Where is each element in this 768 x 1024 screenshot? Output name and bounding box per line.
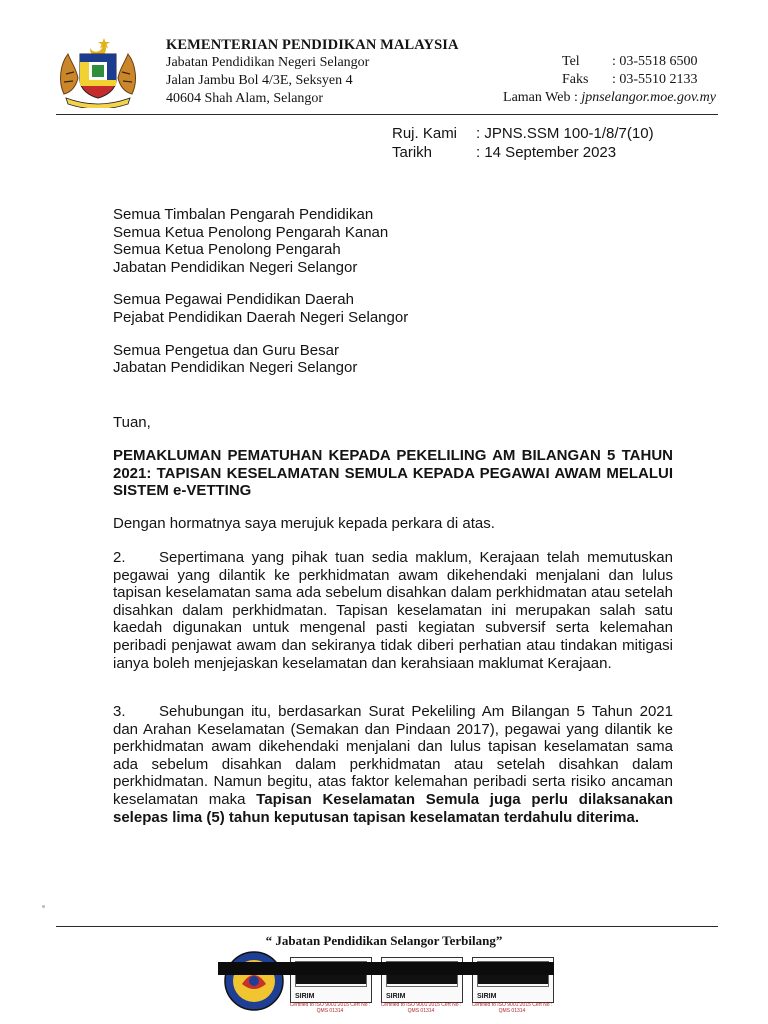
footer-motto: “ Jabatan Pendidikan Selangor Terbilang” bbox=[265, 933, 503, 948]
footer-divider bbox=[56, 926, 718, 927]
reference-number: : JPNS.SSM 100-1/8/7(10) bbox=[476, 125, 654, 142]
reference-block bbox=[392, 124, 654, 162]
paragraph-1: Dengan hormatnya saya merujuk kepada perkara di atas. bbox=[113, 515, 495, 532]
recipient-line: Semua Pegawai Pendidikan Daerah bbox=[113, 291, 354, 309]
recipients-block bbox=[113, 206, 673, 392]
recipient-line: Semua Ketua Penolong Pengarah bbox=[113, 241, 341, 259]
cert-name: SIRIM bbox=[386, 993, 406, 1000]
recipient-line: Pejabat Pendidikan Daerah Negeri Selangor bbox=[113, 308, 409, 326]
paragraph-emphasis: Tapisan Keselamatan Semula juga perlu dilaksanakan selepas lima (5) tahun keputusan tapisan keselamatan terdahulu diterima bbox=[113, 790, 673, 826]
web-value: jpnselangor.moe.gov.my bbox=[581, 90, 716, 105]
web-label: Laman Web : bbox=[503, 90, 578, 105]
cert-caption: Certified to ISO 9001:2015 Cert No : QMS 01314 bbox=[289, 1002, 371, 1014]
paragraph-2 bbox=[113, 549, 673, 672]
recipient-line: Jabatan Pendidikan Negeri Selangor bbox=[113, 258, 358, 276]
cert-name: SIRIM bbox=[295, 993, 315, 1000]
recipient-line: Semua Timbalan Pengarah Pendidikan bbox=[113, 206, 374, 223]
salutation: Tuan, bbox=[113, 414, 151, 431]
address-line-1: Jalan Jambu Bol 4/3E, Seksyen 4 bbox=[166, 73, 353, 88]
paragraph-text: Sehubungan itu, berdasarkan Surat Pekeliling Am Bilangan 5 Tahun 2021 dan Arahan Keselamatan (Semakan dan Pindaan 2017), pegawai yang dilantik ke perkhidmatan awam dikehendaki menjalani dan lulus tapisan keselamatan sama ada sebelum disahkan dalam perkhidmatan atau setelah disahkan dalam perkhidmatan. Namun begitu, atas faktor kelemahan peribadi serta risiko ancaman keselamatan maka bbox=[113, 703, 673, 808]
date-label: Tarikh bbox=[392, 144, 433, 161]
scan-speck bbox=[42, 905, 45, 908]
cert-name: SIRIM bbox=[477, 993, 497, 1000]
paragraph-number: 2. bbox=[113, 549, 126, 566]
date-value: : 14 September 2023 bbox=[476, 144, 617, 161]
fax-label: Faks bbox=[562, 72, 589, 87]
paragraph-period: . bbox=[634, 808, 640, 826]
recipient-group bbox=[113, 342, 673, 377]
tel-value: : 03-5518 6500 bbox=[612, 54, 698, 69]
paragraph-number: 3. bbox=[113, 703, 126, 720]
recipient-group bbox=[113, 206, 673, 276]
recipient-line: Jabatan Pendidikan Negeri Selangor bbox=[113, 359, 358, 377]
recipient-line: Semua Pengetua dan Guru Besar bbox=[113, 341, 339, 359]
cert-caption: Certified to ISO 9001:2015 Cert No : QMS 01314 bbox=[380, 1002, 462, 1014]
department-name: Jabatan Pendidikan Negeri Selangor bbox=[166, 55, 370, 70]
fax-value: : 03-5510 2133 bbox=[612, 72, 698, 87]
address-line-2: 40604 Shah Alam, Selangor bbox=[166, 91, 324, 106]
cert-caption: Certified to ISO 9001:2015 Cert No : QMS 01314 bbox=[471, 1002, 553, 1014]
paragraph-3 bbox=[113, 703, 673, 826]
letter-subject: PEMAKLUMAN PEMATUHAN KEPADA PEKELILING AM BILANGAN 5 TAHUN 2021: TAPISAN KESELAMATAN SEMULA KEPADA PEGAWAI AWAM MELALUI SISTEM e-VETTING bbox=[113, 447, 673, 500]
reference-label: Ruj. Kami bbox=[392, 125, 458, 142]
tel-label: Tel bbox=[562, 54, 580, 69]
header-divider bbox=[56, 114, 718, 115]
jpn-selangor-seal-logo bbox=[222, 950, 286, 1012]
letterhead-contact bbox=[503, 53, 716, 107]
redaction-bar bbox=[218, 962, 554, 975]
ministry-name: KEMENTERIAN PENDIDIKAN MALAYSIA bbox=[166, 37, 459, 53]
paragraph-text: Sepertimana yang pihak tuan sedia maklum, Kerajaan telah memutuskan pegawai yang dilantik ke perkhidmatan awam dikehendaki menjalani dan lulus tapisan keselamatan sama ada sebelum disahkan dalam perkhidmatan atau setelah disahkan dalam perkhidmatan. Tapisan keselamatan ini merupakan salah satu kaedah digunakan untuk mengenal pasti kegiatan subversif serta kelemahan peribadi penjawat awam dan sekiranya tidak diberi perhatian atau tindakan mitigasi ianya boleh menjejaskan keselamatan dan kerahsiaan maklumat Kerajaan. bbox=[113, 549, 673, 672]
letterhead-address bbox=[166, 36, 459, 108]
recipient-line: Semua Ketua Penolong Pengarah Kanan bbox=[113, 223, 389, 241]
recipient-group bbox=[113, 291, 673, 326]
malaysia-coat-of-arms-logo bbox=[56, 34, 140, 108]
